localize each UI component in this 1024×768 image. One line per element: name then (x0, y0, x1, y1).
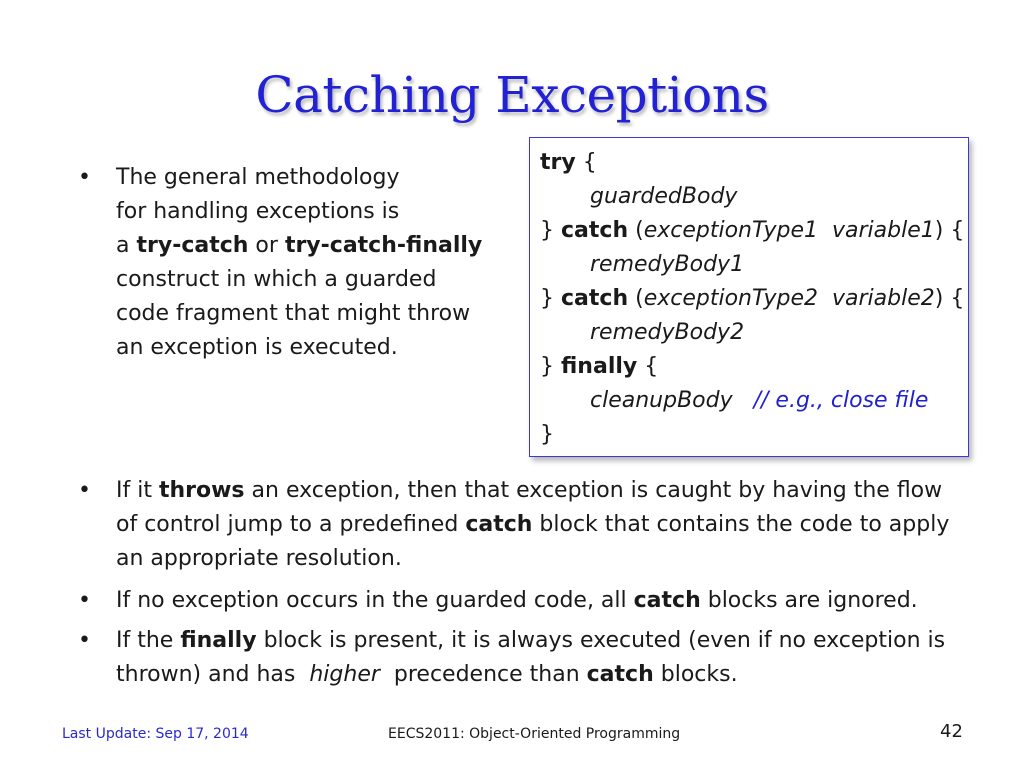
bold-term: catch (561, 286, 629, 311)
bullet-dot: • (78, 165, 91, 190)
text-line: If no exception occurs in the guarded code, all catch blocks are ignored. (116, 588, 918, 613)
italic-term: guardedBody (590, 184, 738, 209)
bold-term: throws (158, 478, 245, 503)
bold-term: catch (633, 588, 701, 613)
code-line: } (540, 422, 554, 447)
page-number: 42 (940, 721, 963, 742)
italic-term: cleanupBody (590, 388, 733, 413)
italic-term: exceptionType1 variable1 (643, 218, 935, 243)
italic-term: remedyBody2 (590, 320, 745, 345)
bold-term: try-catch (136, 233, 249, 258)
slide-title: Catching Exceptions (255, 66, 769, 124)
bullet-dot: • (78, 478, 91, 503)
text-line: If it throws an exception, then that exception is caught by having the flow (116, 478, 943, 503)
bold-term: catch (465, 512, 533, 537)
code-line: try { (540, 150, 597, 175)
text-line: a try-catch or try-catch-finally (116, 233, 483, 258)
bold-term: try-catch-finally (284, 233, 483, 258)
bullet-text (116, 161, 516, 365)
text-line: The general methodology (116, 165, 400, 190)
code-comment: // e.g., close file (753, 388, 929, 413)
bold-term: catch (561, 218, 629, 243)
text-line: construct in which a guarded (116, 267, 437, 292)
code-line (590, 248, 744, 282)
code-box (529, 137, 969, 457)
bullet-dot: • (78, 588, 91, 613)
code-line (590, 180, 737, 214)
italic-term: higher (309, 662, 380, 687)
footer-last-update: Last Update: Sep 17, 2014 (62, 726, 249, 742)
bold-term: try (540, 150, 576, 175)
code-line: } catch (exceptionType1 variable1) { (540, 218, 965, 243)
text-line: thrown) and has higher precedence than catch blocks. (116, 662, 738, 687)
text-line: code fragment that might throw (116, 301, 471, 326)
text-line: If the finally block is present, it is always executed (even if no exception is (116, 628, 946, 653)
code-line (590, 316, 744, 350)
text-line: for handling exceptions is (116, 199, 400, 224)
bullet-text (116, 584, 996, 618)
bold-term: catch (586, 662, 654, 687)
text-line: of control jump to a predefined catch block that contains the code to apply (116, 512, 950, 537)
code-line (590, 384, 928, 418)
italic-term: remedyBody1 (590, 252, 745, 277)
text-line: an exception is executed. (116, 335, 398, 360)
bold-term: finally (180, 628, 257, 653)
italic-term: exceptionType2 variable2 (643, 286, 935, 311)
bold-term: finally (561, 354, 638, 379)
footer-course-name: EECS2011: Object-Oriented Programming (388, 726, 681, 742)
text-line: an appropriate resolution. (116, 546, 402, 571)
bullet-text (116, 624, 996, 692)
bullet-dot: • (78, 628, 91, 653)
bullet-text (116, 474, 996, 576)
code-line: } catch (exceptionType2 variable2) { (540, 286, 965, 311)
code-line: } finally { (540, 354, 659, 379)
